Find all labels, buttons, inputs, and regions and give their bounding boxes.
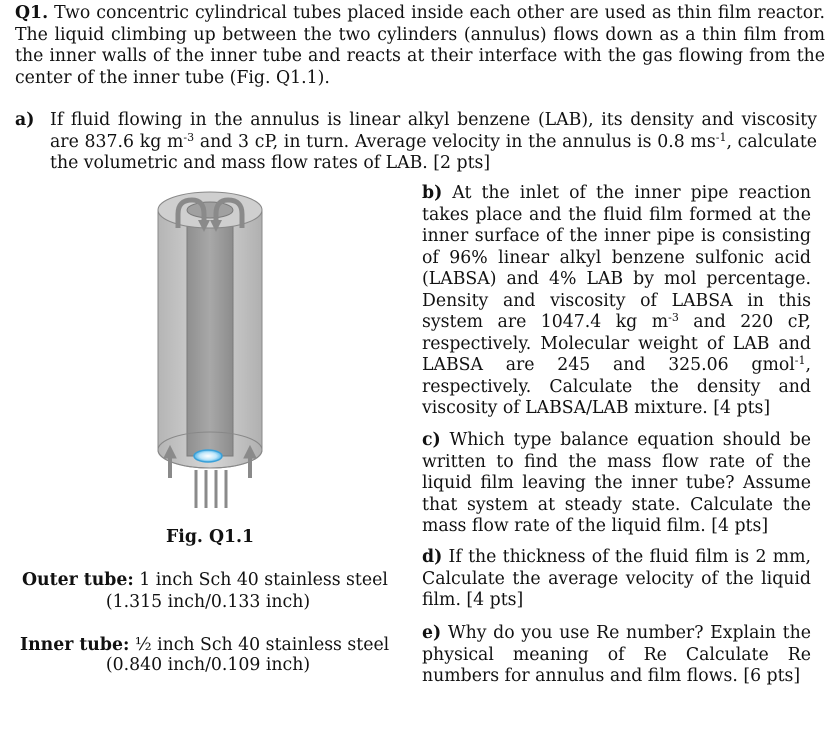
part-a-text-1: If fluid flowing in the annulus is linear alkyl benzene (LAB), its density and viscosity are 837.6 kg m	[50, 110, 817, 152]
part-d-text: If the thickness of the fluid film is 2 mm, Calculate the average velocity of the liquid film. [4 pts]	[422, 547, 811, 610]
figure-caption: Fig. Q1.1	[166, 527, 255, 547]
inner-tube-spec-text: ½ inch Sch 40 stainless steel	[129, 635, 390, 655]
part-b-text-2: and 220 cP, respectively. Molecular weight of LAB and LABSA are 245 and 325.06 gmol	[422, 312, 811, 375]
part-e-text: Why do you use Re number? Explain the physical meaning of Re Calculate Re numbers for annulus and film flows. [6 pts]	[422, 623, 811, 686]
part-e	[422, 623, 811, 688]
part-b	[422, 183, 811, 420]
part-b-text-1: At the inlet of the inner pipe reaction takes place and the fluid film formed at the inner surface of the inner pipe is consisting of 96% linear alkyl benzene sulfonic acid (LABSA) and 4% LAB by mol percentage. Density and viscosity of LABSA in this system are 1047.4 kg m	[422, 183, 811, 332]
outer-tube-spec	[22, 570, 388, 592]
outer-tube-spec-text: 1 inch Sch 40 stainless steel	[133, 570, 388, 590]
part-a-text-2: and 3 cP, in turn. Average velocity in the annulus is 0.8 ms	[194, 131, 716, 152]
inner-tube-top	[187, 202, 233, 218]
question-intro-text: Two concentric cylindrical tubes placed inside each other are used as thin film reactor. The liquid climbing up between the two cylinders (annulus) flows down as a thin film from the inner walls of the inner tube and reacts at their interface with the gas flowing from the center of the inner tube (Fig. Q1.1).	[15, 3, 825, 88]
inner-tube-label: Inner tube:	[20, 635, 130, 655]
part-d-label: d)	[422, 547, 443, 567]
part-b-text-3: , respectively. Calculate the density and viscosity of LABSA/LAB mixture. [4 pts]	[422, 355, 811, 418]
part-a-text-3: , calculate the volumetric and mass flow rates of LAB. [2 pts]	[50, 131, 817, 173]
inner-tube-spec	[20, 635, 389, 657]
inner-tube	[187, 210, 233, 456]
inner-ring-glow-icon	[194, 450, 222, 462]
part-c-text: Which type balance equation should be written to find the mass flow rate of the liquid film leaving the inner tube? Assume that system at steady state. Calculate the mass flow rate of the liquid film. [4 pts]	[422, 430, 811, 536]
inner-tube-dims: (0.840 inch/0.109 inch)	[105, 655, 311, 675]
part-b-label: b)	[422, 183, 443, 203]
part-c-label: c)	[422, 430, 441, 450]
part-e-label: e)	[422, 623, 442, 643]
part-c	[422, 430, 811, 538]
part-a-sup-1: -3	[183, 130, 195, 144]
question-number: Q1.	[15, 3, 49, 23]
part-a-text	[50, 110, 817, 175]
part-a-label: a)	[15, 110, 35, 130]
part-b-sup-1: -3	[668, 311, 679, 324]
question-intro	[15, 3, 825, 89]
outer-tube-dims: (1.315 inch/0.133 inch)	[105, 592, 311, 612]
tube-figure	[150, 188, 270, 518]
part-a-sup-2: -1	[715, 130, 727, 144]
part-d	[422, 547, 811, 612]
outer-tube-label: Outer tube:	[22, 570, 134, 590]
part-b-sup-2: -1	[794, 354, 806, 367]
